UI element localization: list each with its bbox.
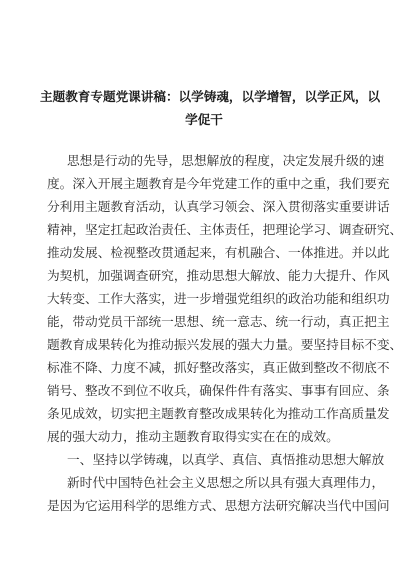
body-line: 销号、整改不到位不收兵，确保件件有落实、事事有回应、条 bbox=[47, 383, 390, 398]
body-line: 标准不降、力度不减，抓好整改落实，真正做到整改不彻底不 bbox=[47, 360, 390, 375]
body-line: 思想是行动的先导，思想解放的程度，决定发展升级的速 bbox=[67, 153, 385, 168]
body-line: 推动发展、检视整改贯通起来，有机融合、一体推进。并以此 bbox=[47, 245, 390, 260]
document-title-line-2: 学促干 bbox=[185, 112, 223, 127]
body-line: 分利用主题教育活动，认真学习领会、深入贯彻落实重要讲话 bbox=[47, 199, 390, 214]
body-line: 题教育成果转化为推动振兴发展的强大力量。要坚持目标不变、 bbox=[47, 337, 403, 352]
section-heading: 一、坚持以学铸魂，以真学、真信、真悟推动思想大解放 bbox=[67, 452, 385, 467]
body-line: 度。深入开展主题教育是今年党建工作的重中之重，我们要充 bbox=[47, 176, 390, 191]
body-line: 新时代中国特色社会主义思想之所以具有强大真理伟力， bbox=[67, 475, 385, 490]
body-line: 展的强大动力，推动主题教育取得实实在在的成效。 bbox=[47, 429, 339, 444]
body-line: 条见成效，切实把主题教育整改成果转化为推动工作高质量发 bbox=[47, 406, 390, 421]
body-line: 精神，坚定扛起政治责任、主体责任，把理论学习、调查研究、 bbox=[47, 222, 403, 237]
document-title-line-1: 主题教育专题党课讲稿：以学铸魂，以学增智，以学正风，以 bbox=[40, 89, 381, 104]
body-line: 为契机，加强调查研究，推动思想大解放、能力大提升、作风 bbox=[47, 268, 390, 283]
body-line: 能，带动党员干部统一思想、统一意志、统一行动，真正把主 bbox=[47, 314, 390, 329]
body-line: 大转变、工作大落实，进一步增强党组织的政治功能和组织功 bbox=[47, 291, 390, 306]
body-line: 是因为它运用科学的思维方式、思想方法研究解决当代中国问 bbox=[47, 498, 390, 513]
